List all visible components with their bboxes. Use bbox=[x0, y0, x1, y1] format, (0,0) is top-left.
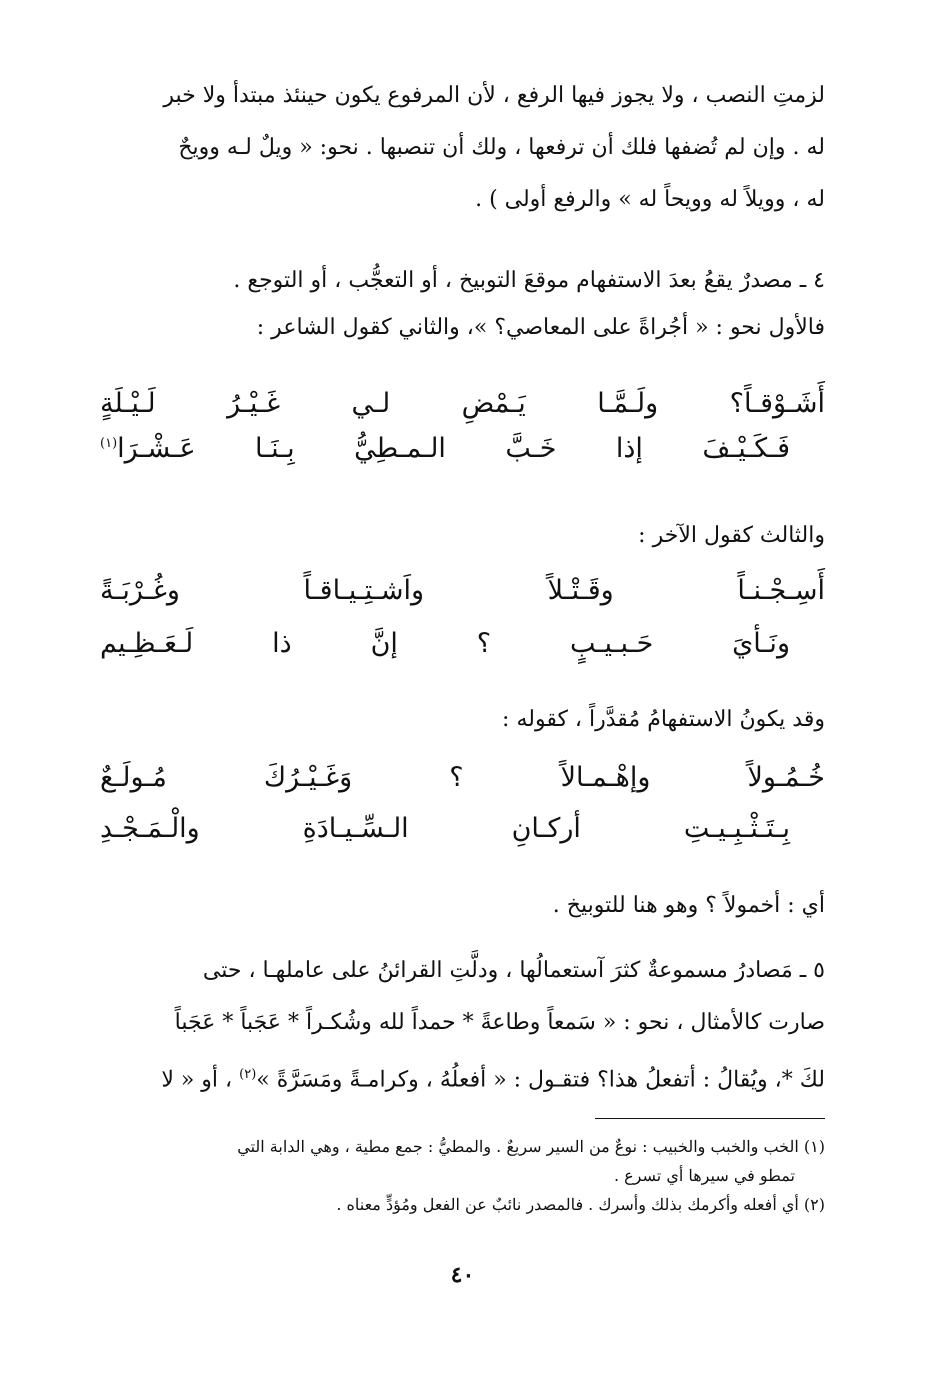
footnote-ref-1: (١) bbox=[100, 436, 118, 451]
footnote-1-continuation: تمطو في سيرها أي تسرع . bbox=[613, 1166, 795, 1185]
verse-1-line-2 bbox=[100, 433, 790, 464]
text-line: لزمتِ النصب ، ولا يجوز فيها الرفع ، لأن المرفوع يكون حينئذ مبتدأ ولا خبر bbox=[163, 83, 825, 108]
text-line: صارت كالأمثال ، نحو : « سَمعاً وطاعةً * حمداً لله وشُكـراً * عَجَباً * عَجَباً bbox=[174, 1010, 825, 1035]
verse-2-line-1: أَسِـجْـنـاً وقَـتْـلاً واَشـتِـيـاقـاً وغُـرْبَـةً bbox=[100, 575, 825, 606]
text-line: ٥ ـ مَصادرُ مسموعةٌ كثرَ آستعمالُها ، ودلَّتِ القرائنُ على عاملهـا ، حتى bbox=[202, 958, 825, 983]
section-5-paragraph bbox=[100, 945, 825, 1106]
text-segment: ، أو « لا bbox=[161, 1067, 233, 1093]
footnote-divider bbox=[595, 1118, 825, 1119]
implied-question-intro: وقد يكونُ الاستفهامُ مُقدَّراً ، كقوله : bbox=[502, 707, 825, 732]
third-case-intro: والثالث كقول الآخر : bbox=[638, 523, 825, 548]
meaning-line: أي : أخمولاً ؟ وهو هنا للتوبيخ . bbox=[552, 893, 825, 918]
verse-1-line-1: أَشَـوْقـاً؟ ولَـمَّـا يَـمْضِ لـي غَـيْـرُ لَـيْـلَةٍ bbox=[100, 388, 825, 419]
section-4-heading: ٤ ـ مصدرٌ يقعُ بعدَ الاستفهام موقعَ التوبيخ ، أو التعجُّب ، أو التوجع . bbox=[233, 268, 825, 293]
verse-3-line-2: بِـتَـثْـبِـيـتِ أركـانِ الـسِّـيـادَةِ والْـمَـجْـدِ bbox=[100, 813, 790, 844]
opening-paragraph bbox=[100, 70, 825, 226]
verse-text: فَـكَـيْـفَ إذا خَـبَّ الـمـطِيُّ بِـنَـا عَـشْـرَا bbox=[117, 433, 790, 464]
text-segment: لكَ *، ويُقالُ : أتفعلُ هذا؟ فتقـول : « أفعلُهُ ، وكرامـةً ومَسَرَّةً » bbox=[256, 1067, 825, 1093]
footnote-1: (١) الخب والخبب والخبيب : نوعٌ من السير سريعٌ . والمطيُّ : جمع مطية ، وهي الدابة التي bbox=[237, 1137, 825, 1156]
text-line bbox=[100, 1049, 825, 1106]
text-line: له ، وويلاً له وويحاً له » والرفع أولى ) . bbox=[475, 187, 825, 212]
verse-3-line-1: خُـمُـولاً وإهْـمـالاً ؟ وَغَـيْـرُكَ مُـولَـعٌ bbox=[100, 762, 825, 793]
footnotes bbox=[100, 1132, 825, 1219]
verse-2-line-2: ونَـأيَ حَـبـيـبٍ ؟ إنَّ ذا لَـعَـظِـيم bbox=[100, 628, 790, 659]
footnote-ref-2: (٢) bbox=[239, 1067, 257, 1082]
section-4-example: فالأول نحو : « أجُراةً على المعاصي؟ »، والثاني كقول الشاعر : bbox=[256, 315, 825, 340]
page-number: ٤٠ bbox=[450, 1262, 475, 1288]
text-line: له . وإن لم تُضفها فلك أن ترفعها ، ولك أن تنصبها . نحو: « ويلٌ لـه وويحٌ bbox=[178, 135, 825, 160]
footnote-2: (٢) أي أفعله وأكرمك بذلك وأسرك . فالمصدر نائبٌ عن الفعل ومُؤدٍّ معناه . bbox=[336, 1195, 825, 1214]
